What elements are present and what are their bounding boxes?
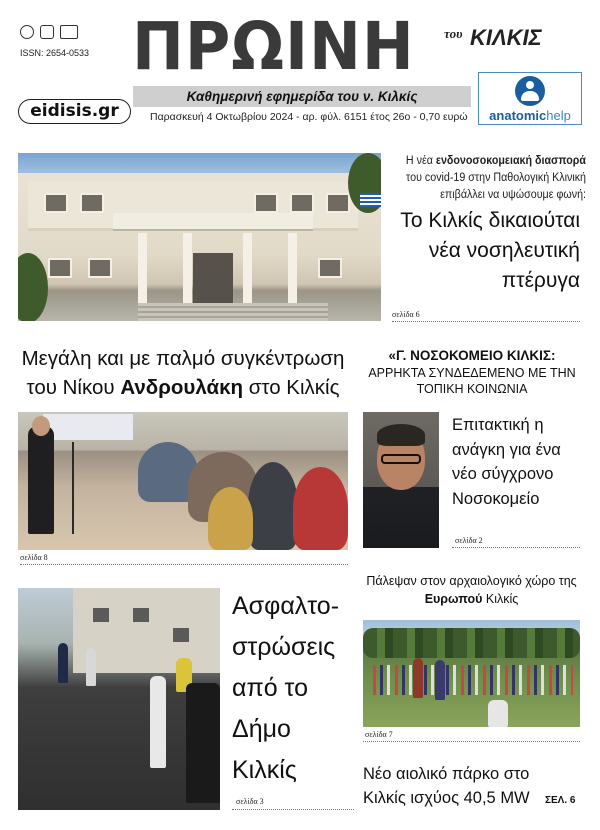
- divider: [452, 547, 580, 548]
- ad-brand-text: anatomichelp: [489, 108, 571, 123]
- window: [173, 628, 189, 642]
- window: [290, 193, 314, 213]
- hospital-interview-kicker: «Γ. ΝΟΣΟΚΟΜΕΙΟ ΚΙΛΚΙΣ:: [388, 348, 556, 363]
- column: [288, 233, 297, 305]
- speaker-head: [32, 416, 50, 436]
- worker-figure: [86, 648, 96, 686]
- newspaper-subtitle: Καθημερινή εφημερίδα του ν. Κιλκίς: [133, 86, 471, 107]
- newspaper-title: ΠΡΩΙΝΗ: [132, 8, 415, 85]
- entrance-steps: [138, 303, 328, 321]
- issn-number: ISSN: 2654-0533: [20, 48, 90, 58]
- window: [88, 258, 112, 278]
- window: [48, 258, 72, 278]
- worker-figure: [150, 676, 166, 768]
- divider: [20, 564, 348, 565]
- column: [183, 233, 192, 305]
- window: [93, 608, 109, 622]
- divider: [363, 741, 580, 742]
- anatomichelp-logo-icon: [515, 76, 545, 106]
- archaeo-page-ref: σελίδα 7: [365, 730, 393, 739]
- window: [326, 193, 350, 213]
- newspaper-title-tou: του: [444, 26, 463, 41]
- building-porch: [113, 213, 313, 231]
- speaker-figure: [28, 426, 54, 534]
- meeting-page-ref: σελίδα 8: [20, 553, 48, 562]
- window: [318, 258, 342, 278]
- portrait-photo[interactable]: [363, 412, 439, 548]
- newspaper-title-kilkis: ΚΙΛΚΙΣ: [470, 25, 542, 50]
- divider: [232, 809, 354, 810]
- audience-group: [293, 467, 348, 550]
- window: [254, 193, 278, 213]
- hospital-wing-kicker: Η νέα ενδονοσοκομειακή διασπορά του covid-19 στην Παθολογική Κλινική επιβάλλει να υψώσουμε φωνή:: [405, 155, 586, 201]
- asphalt-headline[interactable]: Ασφαλτο-στρώσεις από το Δήμο Κιλκίς: [232, 592, 340, 784]
- projection-screen: [43, 414, 133, 440]
- portrait-glasses: [381, 454, 421, 464]
- hospital-interview-subkicker: ΑΡΡΗΚΤΑ ΣΥΝΔΕΔΕΜΕΝΟ ΜΕ ΤΗΝ ΤΟΠΙΚΗ ΚΟΙΝΩΝΙΑ: [368, 366, 576, 396]
- meeting-headline[interactable]: Μεγάλη και με παλμό συγκέντρωση του Νίκου Ανδρουλάκη στο Κιλκίς: [21, 347, 345, 399]
- tree: [18, 253, 48, 321]
- hospital-building-photo[interactable]: [18, 153, 381, 321]
- window: [133, 608, 149, 622]
- website-link[interactable]: eidisis.gr: [18, 99, 131, 124]
- meeting-photo[interactable]: [18, 412, 348, 550]
- stamp-icon: [40, 25, 54, 39]
- worker-figure: [58, 643, 68, 683]
- paving-machine: [186, 683, 220, 803]
- tree-line: [363, 628, 580, 658]
- column: [138, 233, 147, 305]
- column: [243, 233, 252, 305]
- archaeological-site-photo[interactable]: [363, 620, 580, 727]
- archaeo-kicker[interactable]: Πάλεψαν στον αρχαιολογικό χώρο της Ευρωπού Κιλκίς: [366, 574, 577, 606]
- anatomichelp-ad[interactable]: [478, 72, 582, 125]
- divider: [392, 321, 580, 322]
- portrait-hair: [377, 424, 425, 446]
- spectator-figure: [488, 700, 508, 727]
- hospital-interview-headline[interactable]: Επιτακτική η ανάγκη για ένα νέο σύγχρονο Νοσοκομείο: [452, 416, 561, 508]
- eye-logo-icon: [60, 25, 78, 39]
- hospital-wing-page-ref: σελίδα 6: [392, 310, 420, 319]
- audience-group: [208, 487, 253, 550]
- wrestler-figure: [413, 658, 423, 698]
- wrestler-figure: [435, 660, 445, 700]
- window: [44, 193, 68, 213]
- seal-icon: [20, 25, 34, 39]
- audience-group: [248, 462, 298, 550]
- greek-flag: [360, 193, 381, 207]
- hospital-interview-page-ref: σελίδα 2: [455, 536, 483, 545]
- crowd-on-site: [373, 665, 573, 695]
- window: [80, 193, 104, 213]
- dateline: Παρασκευή 4 Οκτωβρίου 2024 - αρ. φύλ. 6151 έτος 26ο - 0,70 ευρώ: [150, 111, 468, 123]
- microphone-stand: [72, 442, 74, 534]
- wind-park-page-ref: ΣΕΛ. 6: [545, 795, 576, 806]
- road-paving-photo[interactable]: [18, 588, 220, 810]
- asphalt-page-ref: σελίδα 3: [236, 797, 264, 806]
- building-entrance: [193, 253, 233, 303]
- hospital-wing-headline[interactable]: Το Κιλκίς δικαιούται νέα νοσηλευτική πτέρυγα: [400, 209, 580, 292]
- wind-park-headline[interactable]: Νέο αιολικό πάρκο στο Κιλκίς ισχύος 40,5 MW: [363, 765, 530, 807]
